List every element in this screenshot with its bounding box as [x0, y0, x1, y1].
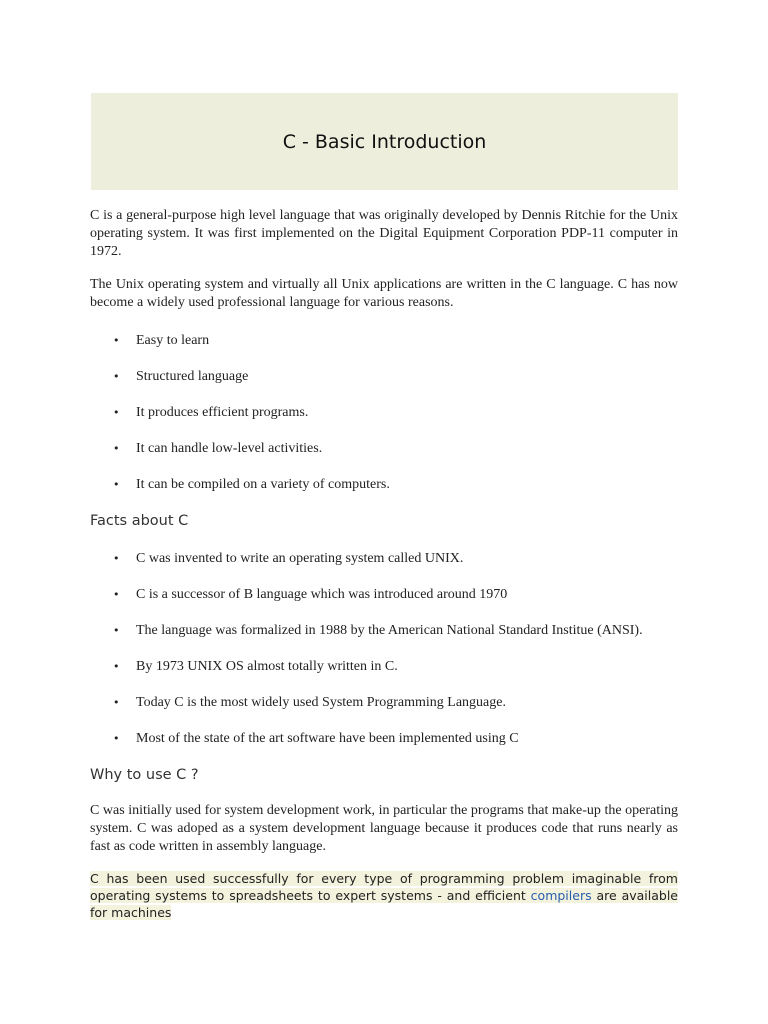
list-item: • C was invented to write an operating system called UNIX. [90, 550, 678, 568]
list-item: • It can handle low-level activities. [90, 440, 678, 458]
intro-paragraph-2: The Unix operating system and virtually all Unix applications are written in the C language. C has now become a widely used professional language for various reasons. [90, 277, 678, 310]
highlight-text-after: are available for machines [90, 888, 678, 920]
why-paragraph: C was initially used for system development work, in particular the programs that make-up the operating system. C was adoped as a system development language because it produces code that runs nearly as fast as code written in assembly language. [90, 803, 678, 854]
list-item: • Most of the state of the art software have been implemented using C [90, 730, 678, 748]
list-item: • By 1973 UNIX OS almost totally written in C. [90, 658, 678, 676]
list-item: • Easy to learn [90, 332, 678, 350]
list-item: • It produces efficient programs. [90, 404, 678, 422]
intro-paragraph-1: C is a general-purpose high level language that was originally developed by Dennis Ritchie for the Unix operating system. It was first implemented on the Digital Equipment Corporation PDP-11 computer in 1972. [90, 208, 678, 259]
why-heading: Why to use C ? [90, 767, 199, 783]
article-body [90, 207, 678, 922]
reasons-list [90, 332, 678, 494]
title-box [91, 93, 678, 190]
compilers-link[interactable]: compilers [530, 888, 592, 903]
list-item: • The language was formalized in 1988 by the American National Standard Institue (ANSI). [90, 622, 678, 640]
list-item: • Structured language [90, 368, 678, 386]
page-title: C - Basic Introduction [282, 130, 487, 153]
highlighted-text [90, 871, 678, 920]
facts-list [90, 550, 678, 748]
list-item: • Today C is the most widely used System Programming Language. [90, 694, 678, 712]
facts-heading: Facts about C [90, 513, 189, 529]
highlight-text-before: C has been used successfully for every type of programming problem imaginable from operating systems to spreadsheets to expert systems - and efficient [90, 871, 678, 903]
highlighted-paragraph [90, 871, 678, 922]
list-item: • C is a successor of B language which was introduced around 1970 [90, 586, 678, 604]
list-item: • It can be compiled on a variety of computers. [90, 476, 678, 494]
